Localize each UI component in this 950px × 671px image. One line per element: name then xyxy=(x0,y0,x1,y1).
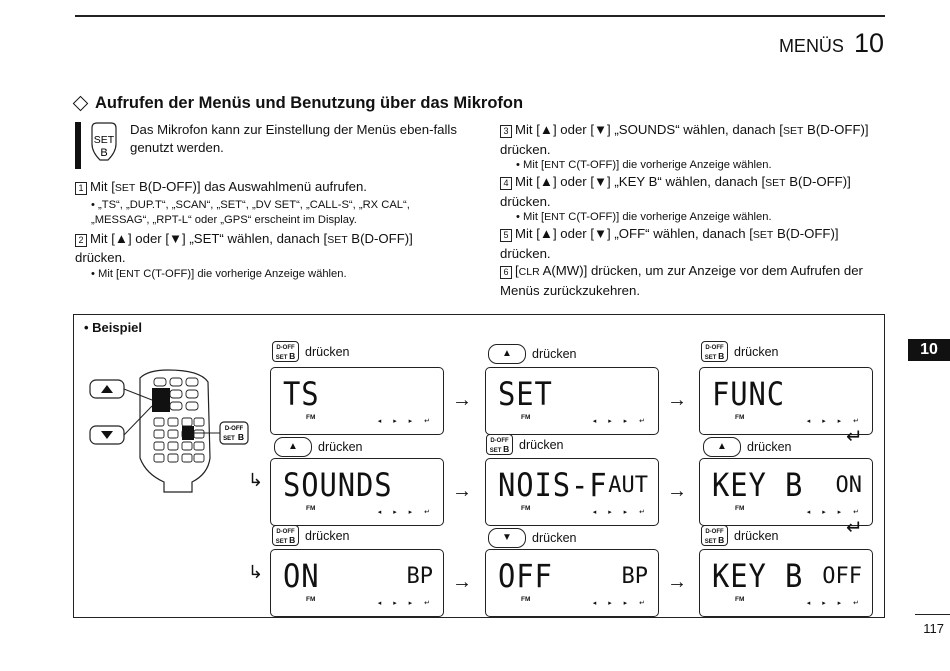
lcd-1: TS FM ◂ ▸ ▸ ↵ xyxy=(270,367,444,435)
row1-label-1: D-OFF SET B drücken xyxy=(272,341,349,362)
step-3-note: • Mit [ENT C(T-OFF)] die vorherige Anzeige wählen. xyxy=(516,159,772,171)
arrow-5: → xyxy=(452,571,472,593)
step-1-note: • „TS“, „DUP.T“, „SCAN“, „SET“, „DV SET“, „CALL-S“, „RX CAL“, „MESSAG“, „RPT-L“ oder „GPS“ erscheint im Display. xyxy=(91,198,410,226)
step-4: 4 Mit [▲] oder [▼] „KEY B“ wählen, danach [SET B(D-OFF)] drücken. xyxy=(500,174,851,209)
row3-entry-arrow: ↳ xyxy=(248,562,264,582)
up-button-2: ▲ xyxy=(274,437,312,457)
lcd-8: OFF BP FM ◂ ▸ ▸ ↵ xyxy=(485,549,659,617)
down-button-1: ▼ xyxy=(488,528,526,548)
up-button-1: ▲ xyxy=(488,344,526,364)
note-bar xyxy=(75,122,81,169)
row1-label-2: ▲ drücken xyxy=(488,344,576,364)
intro-text: Das Mikrofon kann zur Einstellung der Menüs eben-falls genutzt werden. xyxy=(130,122,457,155)
step-1: 1 Mit [SET B(D-OFF)] das Auswahlmenü aufrufen. xyxy=(75,178,465,198)
page-number-rule xyxy=(915,614,950,615)
step-3: 3 Mit [▲] oder [▼] „SOUNDS“ wählen, danach [SET B(D-OFF)] drücken. xyxy=(500,122,869,157)
lcd-7: ON BP FM ◂ ▸ ▸ ↵ xyxy=(270,549,444,617)
left-steps xyxy=(75,178,465,282)
arrow-1: → xyxy=(452,389,472,411)
return-arrow-1: ↵ xyxy=(846,426,863,448)
chapter-number: 10 xyxy=(853,28,884,58)
lcd-4: SOUNDS FM ◂ ▸ ▸ ↵ xyxy=(270,458,444,526)
example-title: • Beispiel xyxy=(84,320,143,335)
section-heading xyxy=(75,94,523,113)
step-2: 2 Mit [▲] oder [▼] „SET“ wählen, danach [SET B(D-OFF)] drücken. xyxy=(75,230,413,265)
row3-label-1: D-OFF SET B drücken xyxy=(272,525,349,546)
dbtn-3: D-OFF SET B xyxy=(486,434,513,455)
lcd-3: FUNC FM ◂ ▸ ▸ ↵ xyxy=(699,367,873,435)
lcd-6: KEY B ON FM ◂ ▸ ▸ ↵ xyxy=(699,458,873,526)
microphone-illustration xyxy=(88,368,253,498)
lcd-2: SET FM ◂ ▸ ▸ ↵ xyxy=(485,367,659,435)
section-title: Aufrufen der Menüs und Benutzung über das Mikrofon xyxy=(95,94,524,112)
row2-entry-arrow: ↳ xyxy=(248,470,264,490)
chapter-title: MENÜS xyxy=(778,36,844,56)
dbtn-1: D-OFF SET B xyxy=(272,341,299,362)
row2-label-1: ▲ drücken xyxy=(274,437,362,457)
return-arrow-2: ↵ xyxy=(846,517,863,539)
step-2-note: • Mit [ENT C(T-OFF)] die vorherige Anzeige wählen. xyxy=(91,267,347,280)
header-rule xyxy=(75,15,885,17)
up-button-3: ▲ xyxy=(703,437,741,457)
row3-label-3: D-OFF SET B drücken xyxy=(701,525,778,546)
arrow-6: → xyxy=(667,571,687,593)
dbtn-4: D-OFF SET B xyxy=(272,525,299,546)
dbtn-5: D-OFF SET B xyxy=(701,525,728,546)
row3-label-2: ▼ drücken xyxy=(488,528,576,548)
step-4-note: • Mit [ENT C(T-OFF)] die vorherige Anzeige wählen. xyxy=(516,211,772,223)
set-key-label: SET xyxy=(93,134,115,146)
right-steps xyxy=(500,121,886,299)
set-key-icon xyxy=(90,122,118,162)
row1-label-3: D-OFF SET B drücken xyxy=(701,341,778,362)
arrow-2: → xyxy=(667,389,687,411)
mic-dbtn-set: SET xyxy=(223,436,235,442)
diamond-icon xyxy=(73,96,89,112)
step-5: 5 Mit [▲] oder [▼] „OFF“ wählen, danach [SET B(D-OFF)] drücken. xyxy=(500,226,839,261)
dbtn-2: D-OFF SET B xyxy=(701,341,728,362)
chapter-heading xyxy=(779,28,884,59)
arrow-3: → xyxy=(452,480,472,502)
mic-dbtn-b: B xyxy=(237,432,245,442)
page-number: 117 xyxy=(923,621,944,636)
lcd-9: KEY B OFF FM ◂ ▸ ▸ ↵ xyxy=(699,549,873,617)
chapter-side-tab: 10 xyxy=(908,339,950,361)
mic-dbtn-top: D-OFF xyxy=(224,426,244,432)
row2-label-2: D-OFF SET B drücken xyxy=(486,434,563,455)
arrow-4: → xyxy=(667,480,687,502)
lcd-5: NOIS-F AUT FM ◂ ▸ ▸ ↵ xyxy=(485,458,659,526)
b-key-label: B xyxy=(100,147,108,159)
row2-label-3: ▲ drücken xyxy=(703,437,791,457)
step-6: 6 [CLR A(MW)] drücken, um zur Anzeige vor dem Aufrufen der Menüs zurückzukehren. xyxy=(500,263,863,298)
